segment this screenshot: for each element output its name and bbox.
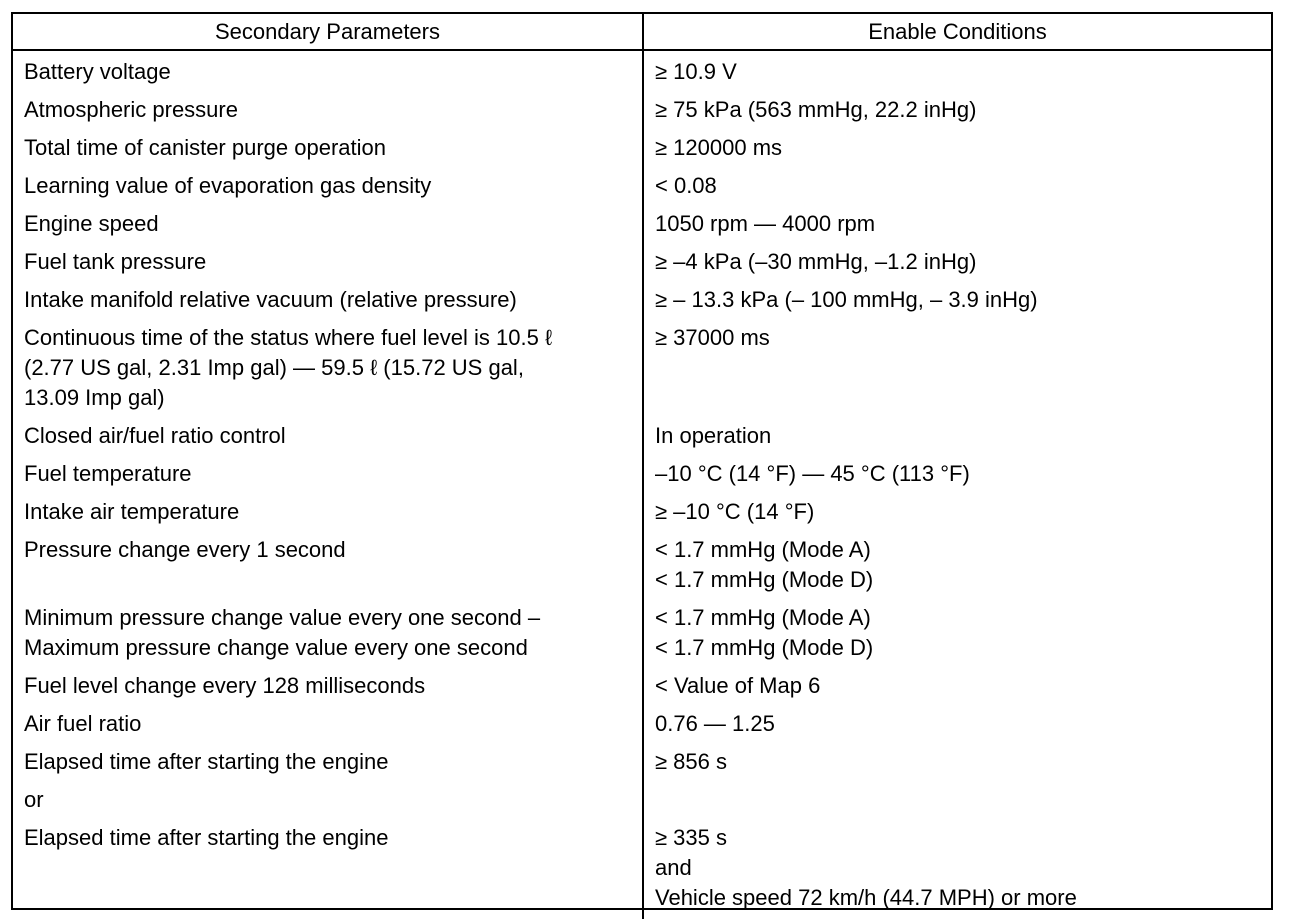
parameter-text: or bbox=[24, 787, 44, 812]
parameter-text: Pressure change every 1 second bbox=[24, 537, 346, 562]
table-row bbox=[13, 131, 1271, 169]
parameter-cell bbox=[13, 669, 643, 707]
parameter-cell bbox=[13, 707, 643, 745]
parameter-cell bbox=[13, 821, 643, 919]
table-row bbox=[13, 93, 1271, 131]
condition-text: ≥ 856 s bbox=[655, 749, 728, 774]
condition-cell bbox=[643, 783, 1271, 821]
parameter-text: Fuel temperature bbox=[24, 461, 192, 486]
condition-text: < 1.7 mmHg (Mode A) bbox=[655, 605, 871, 630]
condition-text: –10 °C (14 °F) — 45 °C (113 °F) bbox=[655, 461, 970, 486]
table-row bbox=[13, 457, 1271, 495]
table-row bbox=[13, 601, 1271, 669]
parameter-cell bbox=[13, 533, 643, 601]
table-row bbox=[13, 745, 1271, 783]
condition-cell bbox=[643, 533, 1271, 601]
parameter-text: Atmospheric pressure bbox=[24, 97, 238, 122]
condition-text: and bbox=[655, 855, 692, 880]
condition-text: ≥ 75 kPa (563 mmHg, 22.2 inHg) bbox=[655, 97, 977, 122]
condition-text: ≥ –10 °C (14 °F) bbox=[655, 499, 815, 524]
parameter-text: Engine speed bbox=[24, 211, 159, 236]
condition-cell bbox=[643, 207, 1271, 245]
table-row bbox=[13, 707, 1271, 745]
table-row bbox=[13, 321, 1271, 419]
condition-text: ≥ –4 kPa (–30 mmHg, –1.2 inHg) bbox=[655, 249, 977, 274]
header-enable-conditions: Enable Conditions bbox=[643, 14, 1271, 50]
parameter-cell bbox=[13, 169, 643, 207]
parameter-cell bbox=[13, 745, 643, 783]
parameter-cell bbox=[13, 783, 643, 821]
parameter-text: Elapsed time after starting the engine bbox=[24, 825, 389, 850]
parameter-text: Fuel tank pressure bbox=[24, 249, 207, 274]
table-row bbox=[13, 50, 1271, 93]
condition-text: ≥ 10.9 V bbox=[655, 59, 737, 84]
table-row bbox=[13, 495, 1271, 533]
parameter-text: Maximum pressure change value every one second bbox=[24, 635, 528, 660]
parameter-text: (2.77 US gal, 2.31 Imp gal) — 59.5 ℓ (15.72 US gal, bbox=[24, 355, 524, 380]
condition-cell bbox=[643, 457, 1271, 495]
condition-cell bbox=[643, 131, 1271, 169]
parameter-cell bbox=[13, 245, 643, 283]
table-row bbox=[13, 419, 1271, 457]
table-row bbox=[13, 283, 1271, 321]
condition-cell bbox=[643, 93, 1271, 131]
condition-text: 0.76 — 1.25 bbox=[655, 711, 775, 736]
parameter-text: Intake air temperature bbox=[24, 499, 240, 524]
parameter-text: Total time of canister purge operation bbox=[24, 135, 386, 160]
table-row bbox=[13, 207, 1271, 245]
condition-cell bbox=[643, 669, 1271, 707]
condition-cell bbox=[643, 419, 1271, 457]
condition-cell bbox=[643, 601, 1271, 669]
condition-text: Vehicle speed 72 km/h (44.7 MPH) or more bbox=[655, 885, 1077, 910]
condition-text: ≥ 120000 ms bbox=[655, 135, 783, 160]
condition-text: < 1.7 mmHg (Mode D) bbox=[655, 567, 874, 592]
parameter-text: Air fuel ratio bbox=[24, 711, 142, 736]
condition-cell bbox=[643, 821, 1271, 919]
parameter-text: Fuel level change every 128 milliseconds bbox=[24, 673, 426, 698]
condition-text: ≥ 335 s bbox=[655, 825, 728, 850]
condition-text: < 0.08 bbox=[655, 173, 717, 198]
header-secondary-parameters: Secondary Parameters bbox=[13, 14, 643, 50]
table-row bbox=[13, 533, 1271, 601]
condition-text bbox=[655, 785, 1261, 815]
condition-text: 1050 rpm — 4000 rpm bbox=[655, 211, 876, 236]
parameter-text: Minimum pressure change value every one second – bbox=[24, 605, 541, 630]
table-row bbox=[13, 245, 1271, 283]
parameter-text: Closed air/fuel ratio control bbox=[24, 423, 286, 448]
enable-conditions-table bbox=[11, 12, 1273, 910]
condition-text: ≥ – 13.3 kPa (– 100 mmHg, – 3.9 inHg) bbox=[655, 287, 1038, 312]
parameter-text: Continuous time of the status where fuel level is 10.5 ℓ bbox=[24, 325, 553, 350]
parameter-text: Battery voltage bbox=[24, 59, 171, 84]
condition-cell bbox=[643, 169, 1271, 207]
condition-cell bbox=[643, 283, 1271, 321]
parameter-cell bbox=[13, 457, 643, 495]
condition-cell bbox=[643, 321, 1271, 419]
parameters-table bbox=[13, 14, 1271, 919]
condition-text: < 1.7 mmHg (Mode D) bbox=[655, 635, 874, 660]
table-body bbox=[13, 50, 1271, 919]
parameter-text: Intake manifold relative vacuum (relative pressure) bbox=[24, 287, 517, 312]
parameter-cell bbox=[13, 131, 643, 169]
table-header-row bbox=[13, 14, 1271, 50]
parameter-cell bbox=[13, 207, 643, 245]
parameter-text: Learning value of evaporation gas density bbox=[24, 173, 432, 198]
table-row bbox=[13, 169, 1271, 207]
table-row bbox=[13, 821, 1271, 919]
parameter-cell bbox=[13, 50, 643, 93]
table-row bbox=[13, 669, 1271, 707]
condition-cell bbox=[643, 707, 1271, 745]
parameter-cell bbox=[13, 93, 643, 131]
parameter-cell bbox=[13, 601, 643, 669]
condition-cell bbox=[643, 745, 1271, 783]
table-row bbox=[13, 783, 1271, 821]
parameter-text: Elapsed time after starting the engine bbox=[24, 749, 389, 774]
condition-cell bbox=[643, 245, 1271, 283]
condition-text: ≥ 37000 ms bbox=[655, 325, 770, 350]
parameter-cell bbox=[13, 283, 643, 321]
parameter-text: 13.09 Imp gal) bbox=[24, 385, 165, 410]
condition-text: In operation bbox=[655, 423, 772, 448]
condition-text: < Value of Map 6 bbox=[655, 673, 821, 698]
condition-text: < 1.7 mmHg (Mode A) bbox=[655, 537, 871, 562]
condition-cell bbox=[643, 495, 1271, 533]
parameter-cell bbox=[13, 495, 643, 533]
parameter-cell bbox=[13, 419, 643, 457]
condition-cell bbox=[643, 50, 1271, 93]
parameter-cell bbox=[13, 321, 643, 419]
